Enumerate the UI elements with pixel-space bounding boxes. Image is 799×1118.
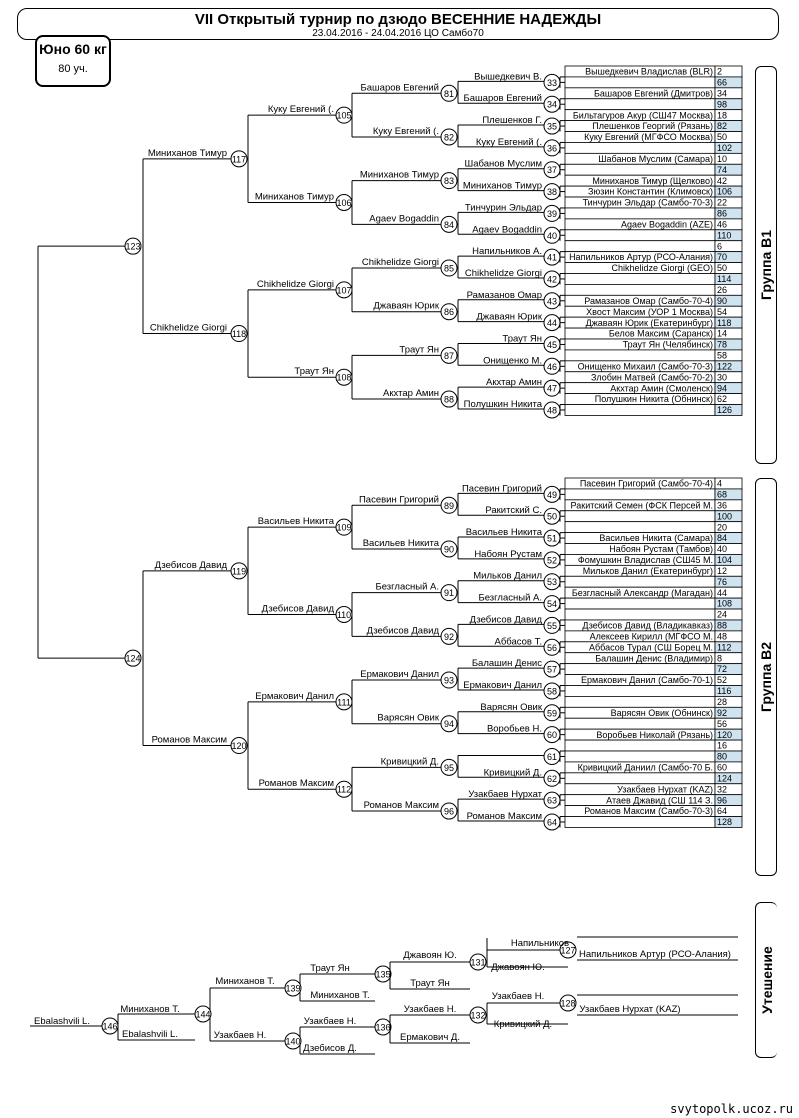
entry-name: Набоян Рустам (Тамбов) [609, 544, 713, 555]
match-number: 90 [443, 544, 455, 555]
match-number: 54 [546, 599, 558, 610]
match-number: 38 [546, 187, 558, 198]
entry-name-cell [565, 142, 715, 153]
entry-seed: 64 [717, 806, 728, 817]
entry-seed: 110 [717, 230, 732, 241]
round2-winner: Романов Максим [363, 800, 439, 812]
round1-winner: Пасевин Григорий [461, 483, 542, 495]
match-number: 46 [546, 361, 558, 372]
entry-seed: 66 [717, 77, 728, 88]
consolation-name: Дзебисов Д. [303, 1043, 357, 1054]
entry-seed: 128 [717, 817, 733, 828]
round2-winner: Дзебисов Давид [366, 625, 439, 637]
entry-name-cell [565, 77, 715, 88]
match-number: 36 [546, 143, 558, 154]
entry-seed: 114 [717, 274, 732, 285]
entry-name-cell [565, 817, 715, 828]
round4-winner: Chikhelidze Giorgi [149, 322, 227, 334]
match-number: 63 [546, 795, 558, 806]
round2-winner: Chikhelidze Giorgi [361, 257, 439, 269]
round3-winner: Ермакович Данил [255, 690, 334, 702]
entry-seed: 98 [717, 99, 728, 110]
round1-winner: Безгласный А. [478, 592, 542, 604]
entry-seed: 88 [717, 620, 728, 631]
match-number: 89 [443, 500, 455, 511]
entry-name: Полушкин Никита (Обнинск) [594, 394, 713, 405]
round2-winner: Куку Евгений (. [372, 125, 439, 137]
entry-name: Башаров Евгений (Дмитров) [593, 88, 713, 99]
round1-winner: Дзебисов Давид [469, 614, 542, 626]
match-number: 59 [546, 708, 558, 719]
round1-winner: Chikhelidze Giorgi [464, 267, 542, 279]
round2-winner: Кривицкий Д. [380, 756, 439, 768]
entry-name: Злобин Матвей (Самбо-70-2) [590, 372, 713, 383]
consolation-final-name: Напильников Артур (РСО-Алания) [579, 949, 731, 960]
consolation-name: Кривицкий Д. [493, 1019, 553, 1030]
entry-name: Балашин Денис (Владимир) [595, 653, 713, 664]
round2-winner: Траут Ян [399, 344, 439, 356]
round3-winner: Васильев Никита [257, 516, 334, 528]
entry-name: Плешенков Георгий (Рязань) [592, 121, 713, 132]
entry-name: Белов Максим (Саранск) [608, 328, 713, 339]
round3-winner: Миниханов Тимур [254, 191, 334, 203]
entry-seed: 102 [717, 143, 733, 154]
round1-winner: Башаров Евгений [463, 93, 542, 105]
entry-name: Васильев Никита (Самара) [599, 533, 713, 544]
match-number: 92 [443, 631, 455, 642]
match-number: 109 [336, 522, 352, 533]
match-number: 37 [546, 165, 558, 176]
round2-winner: Васильев Никита [362, 537, 439, 549]
round1-winner: Вышедкевич В. [474, 71, 542, 83]
match-number: 64 [546, 817, 558, 828]
entry-name-cell [565, 511, 715, 522]
match-number: 132 [470, 1010, 486, 1021]
consolation-name: Ермакович Д. [400, 1032, 460, 1043]
entry-seed: 108 [717, 598, 733, 609]
entry-name-cell [565, 273, 715, 284]
round2-winner: Agaev Bogaddin [369, 213, 439, 225]
match-number: 48 [546, 405, 558, 416]
entry-name: Ермакович Данил (Самбо-70-1) [581, 675, 713, 686]
match-number: 57 [546, 664, 558, 675]
entry-seed: 126 [717, 405, 733, 416]
match-number: 47 [546, 383, 558, 394]
site-watermark: svytopolk.ucoz.ru [670, 1102, 793, 1116]
entry-seed: 42 [717, 175, 728, 186]
entry-name: Онищенко Михаил (Самбо-70-3) [577, 361, 713, 372]
match-number: 106 [336, 198, 352, 208]
consolation-final-name: Узакбаев Нурхат (KAZ) [579, 1004, 681, 1015]
entry-seed: 22 [717, 197, 728, 208]
round1-winner: Ермакович Данил [463, 679, 542, 691]
entry-seed: 48 [717, 631, 728, 642]
consolation-name: Узакбаев Н. [303, 1016, 357, 1027]
entry-name-cell [565, 773, 715, 784]
round1-winner: Траут Ян [502, 333, 542, 345]
entry-seed: 120 [717, 729, 733, 740]
match-number: 34 [546, 99, 558, 110]
round2-winner: Пасевин Григорий [358, 494, 439, 506]
round1-winner: Плешенков Г. [482, 115, 542, 127]
match-number: 139 [285, 983, 301, 994]
match-number: 42 [546, 274, 558, 285]
entry-seed: 30 [717, 372, 728, 383]
match-number: 45 [546, 339, 558, 350]
consolation-name: Траут Ян [410, 978, 450, 989]
round1-winner: Воробьев Н. [486, 723, 542, 735]
entry-name-cell [565, 522, 715, 533]
entry-seed: 6 [717, 241, 723, 252]
round3-winner: Chikhelidze Giorgi [256, 278, 334, 290]
match-number: 87 [443, 350, 455, 361]
entry-seed: 32 [717, 784, 728, 795]
entry-seed: 118 [717, 317, 732, 328]
entry-name-cell [565, 208, 715, 219]
match-number: 83 [443, 176, 455, 187]
entry-name: Атаев Джавид (СШ 114 З. [606, 795, 713, 806]
match-number: 85 [443, 263, 455, 274]
match-number: 94 [443, 719, 455, 730]
round1-winner: Акхтар Амин [485, 377, 542, 389]
round1-winner: Узакбаев Нурхат [468, 789, 542, 801]
match-number: 131 [470, 957, 486, 968]
entry-seed: 90 [717, 295, 728, 306]
entry-seed: 80 [717, 751, 728, 762]
entry-name: Зюзин Константин (Климовск) [588, 186, 713, 197]
entry-seed: 62 [717, 394, 728, 405]
round1-winner: Миниханов Тимур [462, 180, 542, 192]
entry-name: Миниханов Тимур (Щелково) [592, 175, 713, 186]
consolation-name: Ebalashvili L. [34, 1016, 90, 1027]
consolation-name: Миниханов Т. [215, 976, 275, 987]
entry-name-cell [565, 598, 715, 609]
round2-winner: Акхтар Амин [382, 388, 439, 400]
consolation-name: Траут Ян [310, 963, 350, 974]
entry-seed: 54 [717, 306, 728, 317]
round3-winner: Романов Максим [258, 778, 334, 790]
match-number: 124 [125, 653, 141, 664]
tournament-dates: 23.04.2016 - 24.04.2016 ЦО Самбо70 [312, 28, 484, 39]
entry-seed: 16 [717, 740, 728, 751]
round2-winner: Джаваян Юрик [373, 300, 439, 312]
consolation-name: Миниханов Т. [310, 990, 370, 1001]
consolation-name: Напильников [510, 938, 570, 949]
match-number: 110 [336, 610, 352, 620]
round2-winner: Варясян Овик [377, 712, 439, 724]
entry-seed: 116 [717, 686, 732, 697]
entry-name-cell [565, 609, 715, 620]
match-number: 43 [546, 296, 558, 307]
entry-name-cell [565, 751, 715, 762]
entry-seed: 4 [717, 478, 723, 489]
round1-winner: Романов Максим [466, 810, 542, 822]
entry-seed: 74 [717, 164, 728, 175]
entry-seed: 106 [717, 186, 733, 197]
match-number: 120 [231, 741, 247, 752]
match-number: 35 [546, 121, 558, 132]
consolation-name: Джавоян Ю. [491, 962, 545, 973]
round4-winner: Дзебисов Давид [154, 559, 227, 571]
round1-winner: Джаваян Юрик [476, 311, 542, 323]
match-number: 96 [443, 806, 455, 817]
entry-name-cell [565, 230, 715, 241]
consolation-name: Ebalashvili L. [122, 1029, 178, 1040]
round1-winner: Аббасов Т. [494, 636, 542, 648]
round1-winner: Ракитский С. [485, 505, 542, 517]
match-number: 53 [546, 577, 558, 588]
entry-name: Тинчурин Эльдар (Самбо-70-3) [582, 197, 713, 208]
round1-winner: Набоян Рустам [474, 548, 542, 560]
entry-name: Chikhelidze Giorgi (GEO) [611, 263, 713, 274]
entry-seed: 52 [717, 675, 728, 686]
entry-seed: 44 [717, 587, 728, 598]
entry-name-cell [565, 241, 715, 252]
match-number: 50 [546, 511, 558, 522]
match-number: 107 [336, 285, 352, 296]
match-number: 58 [546, 686, 558, 697]
round1-winner: Тинчурин Эльдар [464, 202, 542, 214]
match-number: 60 [546, 730, 558, 741]
entry-seed: 96 [717, 795, 728, 806]
consolation-name: Узакбаев Н. [213, 1030, 267, 1041]
entry-seed: 60 [717, 762, 728, 773]
consolation-name: Узакбаев Н. [491, 991, 545, 1002]
entry-name: Безгласный Александр (Магадан) [571, 587, 713, 598]
round1-winner: Напильников А. [472, 246, 542, 258]
entry-name: Шабанов Муслим (Самара) [598, 153, 713, 164]
round2-winner: Башаров Евгений [360, 82, 439, 94]
entry-name-cell [565, 740, 715, 751]
entry-seed: 56 [717, 718, 728, 729]
group-b1-label: Группа В1 [758, 229, 774, 301]
round4-winner: Миниханов Тимур [147, 147, 227, 159]
entry-name-cell [565, 489, 715, 500]
match-number: 81 [443, 88, 455, 99]
participant-count: 80 уч. [58, 63, 88, 75]
consolation-name: Джавоян Ю. [403, 950, 457, 961]
entry-seed: 94 [717, 383, 728, 394]
entry-name-cell [565, 696, 715, 707]
match-number: 127 [560, 945, 576, 956]
match-number: 128 [560, 998, 576, 1009]
round1-winner: Балашин Денис [471, 658, 542, 670]
entry-name: Акхтар Амин (Смоленск) [610, 383, 713, 394]
round1-winner: Варясян Овик [480, 701, 542, 713]
round3-winner: Куку Евгений (. [267, 104, 334, 116]
entry-name: Agaev Bogaddin (AZE) [620, 219, 713, 230]
round2-winner: Миниханов Тимур [359, 169, 439, 181]
entry-name: Аббасов Турал (СШ Борец М. [589, 642, 713, 653]
entry-seed: 100 [717, 511, 733, 522]
match-number: 93 [443, 675, 455, 686]
entry-name-cell [565, 164, 715, 175]
round1-winner: Рамазанов Омар [466, 289, 542, 301]
entry-name: Траут Ян (Челябинск) [622, 339, 713, 350]
round2-winner: Безгласный А. [375, 581, 439, 593]
match-number: 44 [546, 318, 558, 329]
entry-name-cell [565, 99, 715, 110]
entry-name: Хвост Максим (УОР 1 Москва) [586, 306, 713, 317]
entry-seed: 28 [717, 697, 728, 707]
entry-name-cell [565, 664, 715, 675]
entry-seed: 82 [717, 121, 728, 132]
match-number: 56 [546, 642, 558, 653]
entry-seed: 24 [717, 609, 728, 620]
round1-winner: Куку Евгений (. [475, 136, 542, 148]
entry-seed: 20 [717, 522, 728, 533]
match-number: 40 [546, 230, 558, 241]
entry-name: Кривицкий Даниил (Самбо-70 Б. [577, 762, 713, 773]
match-number: 108 [336, 372, 352, 383]
match-number: 52 [546, 555, 558, 566]
entry-name: Фомушкин Владислав (СШ45 М. [577, 555, 713, 566]
entry-name: Варясян Овик (Обнинск) [610, 707, 713, 718]
entry-seed: 86 [717, 208, 728, 219]
match-number: 95 [443, 762, 455, 773]
entry-seed: 14 [717, 328, 728, 339]
match-number: 144 [195, 1009, 211, 1020]
consolation-name: Миниханов Т. [120, 1004, 180, 1015]
round1-winner: Кривицкий Д. [483, 767, 542, 779]
match-number: 88 [443, 394, 455, 405]
tournament-title: VII Открытый турнир по дзюдо ВЕСЕННИЕ НАДЕЖДЫ [194, 11, 602, 28]
round3-winner: Дзебисов Давид [261, 603, 334, 615]
match-number: 105 [336, 110, 352, 121]
entry-name: Пасевин Григорий (Самбо-70-4) [579, 478, 713, 489]
match-number: 82 [443, 132, 455, 143]
round1-winner: Полушкин Никита [463, 398, 542, 410]
entry-name: Бильтагуров Акур (СШ47 Москва) [572, 110, 713, 121]
entry-seed: 36 [717, 500, 728, 511]
category-name: Юно 60 кг [39, 41, 107, 57]
entry-name: Напильников Артур (РСО-Алания) [569, 252, 713, 263]
entry-name: Мильков Данил (Екатеринбург) [582, 565, 713, 576]
round4-winner: Романов Максим [151, 734, 227, 746]
entry-seed: 50 [717, 132, 728, 143]
entry-seed: 70 [717, 252, 728, 263]
entry-name: Дзебисов Давид (Владикавказ) [582, 620, 713, 631]
consolation-label: Утешение [758, 946, 775, 1014]
entry-seed: 124 [717, 773, 733, 784]
match-number: 118 [231, 329, 247, 340]
entry-seed: 92 [717, 707, 728, 718]
match-number: 84 [443, 219, 455, 230]
entry-name: Джаваян Юрик (Екатеринбург) [585, 317, 713, 328]
entry-name: Рамазанов Омар (Самбо-70-4) [584, 295, 713, 306]
match-number: 49 [546, 489, 558, 500]
entry-name: Узакбаев Нурхат (KAZ) [617, 784, 713, 795]
entry-seed: 10 [717, 153, 728, 164]
entry-name-cell [565, 718, 715, 729]
match-number: 117 [231, 154, 247, 165]
entry-name: Вышедкевич Владислав (BLR) [585, 66, 713, 77]
entry-seed: 46 [717, 219, 728, 230]
entry-name: Алексеев Кирилл (МГФСО М. [589, 631, 713, 642]
entry-name-cell [565, 284, 715, 295]
entry-seed: 122 [717, 361, 733, 372]
match-number: 55 [546, 620, 558, 631]
round1-winner: Шабанов Муслим [464, 158, 542, 170]
match-number: 119 [231, 566, 247, 577]
entry-name: Куку Евгений (МГФСО Москва) [584, 132, 713, 143]
entry-name: Романов Максим (Самбо-70-3) [584, 806, 713, 817]
entry-seed: 78 [717, 339, 728, 350]
round1-winner: Agaev Bogaddin [472, 224, 542, 236]
entry-seed: 12 [717, 565, 728, 576]
entry-seed: 104 [717, 555, 733, 566]
entry-name-cell [565, 350, 715, 361]
round1-winner: Мильков Данил [473, 570, 542, 582]
match-number: 91 [443, 588, 455, 599]
match-number: 62 [546, 773, 558, 784]
entry-name: Воробьев Николай (Рязань) [596, 729, 713, 740]
entry-seed: 112 [717, 642, 732, 653]
match-number: 136 [375, 1022, 391, 1033]
entry-seed: 18 [717, 110, 728, 121]
entry-seed: 8 [717, 653, 723, 664]
entry-seed: 68 [717, 489, 728, 500]
round1-winner: Васильев Никита [465, 527, 542, 539]
match-number: 39 [546, 208, 558, 219]
entry-seed: 34 [717, 88, 728, 99]
match-number: 41 [546, 252, 558, 263]
entry-seed: 2 [717, 66, 723, 77]
entry-name-cell [565, 405, 715, 416]
match-number: 86 [443, 307, 455, 318]
entry-name-cell [565, 685, 715, 696]
entry-seed: 40 [717, 544, 728, 555]
entry-seed: 76 [717, 576, 728, 587]
match-number: 33 [546, 77, 558, 88]
match-number: 112 [336, 784, 352, 795]
round1-winner: Онищенко М. [483, 355, 542, 367]
consolation-name: Узакбаев Н. [403, 1004, 457, 1015]
match-number: 123 [125, 241, 141, 252]
match-number: 146 [102, 1021, 118, 1032]
entry-seed: 50 [717, 263, 728, 274]
entry-name: Ракитский Семен (ФСК Персей М. [570, 500, 713, 511]
match-number: 140 [285, 1036, 301, 1047]
entry-seed: 72 [717, 664, 728, 675]
round2-winner: Ермакович Данил [360, 669, 439, 681]
match-number: 51 [546, 533, 558, 544]
group-b2-label: Группа В2 [758, 641, 774, 713]
match-number: 135 [375, 969, 391, 980]
entry-name-cell [565, 576, 715, 587]
round3-winner: Траут Ян [294, 366, 334, 378]
entry-seed: 58 [717, 350, 728, 361]
entry-seed: 26 [717, 285, 728, 295]
entry-seed: 84 [717, 533, 728, 544]
match-number: 111 [337, 697, 351, 708]
match-number: 61 [546, 751, 558, 762]
